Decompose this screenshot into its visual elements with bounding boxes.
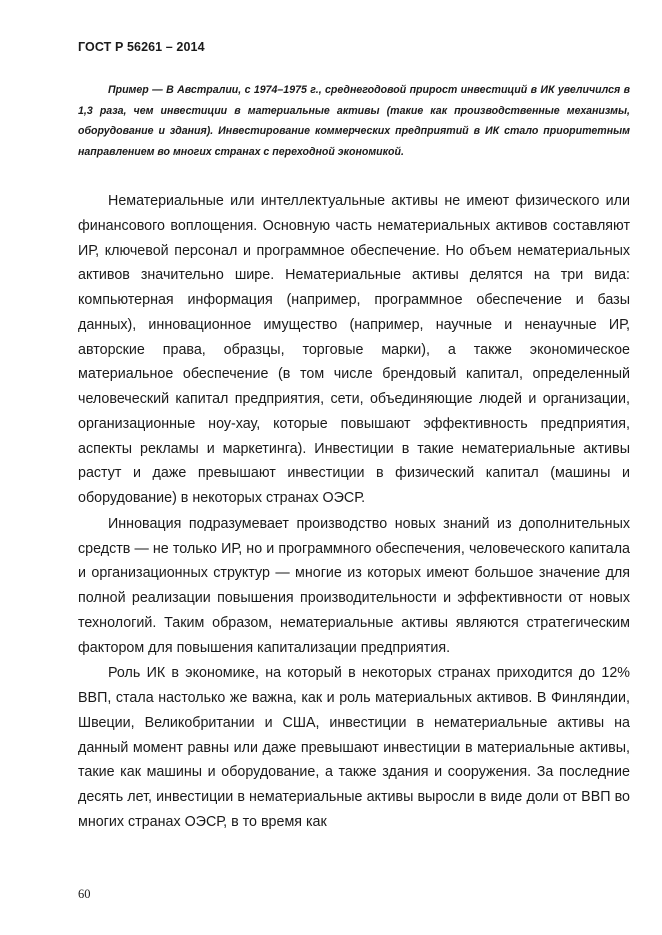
paragraph-innovation: Инновация подразумевает производство новых знаний из дополнительных средств — не только ИР, но и программного обеспечения, человеческого капитала и организационных структур — многие из которых имеют большое значение для полной реализации повышения производительности и эффективности от новых технологий. Таким образом, нематериальные активы являются стратегическим фактором для повышения капитализации предприятия. bbox=[78, 515, 630, 656]
paragraph-ic-role: Роль ИК в экономике, на который в некоторых странах приходится до 12% ВВП, стала настолько же важна, как и роль материальных активов. В Финляндии, Швеции, Великобритании и США, инвестиции в нематериальные активы на данный момент равны или даже превышают инвестиции в материальные активы, такие как машины и оборудование, а также здания и сооружения. За последние десять лет, инвестиции в нематериальные активы выросли в виде доли от ВВП во многих странах ОЭСР, в то время как bbox=[78, 665, 630, 830]
document-header: ГОСТ Р 56261 – 2014 bbox=[78, 40, 205, 54]
paragraph-intangible-assets: Нематериальные или интеллектуальные активы не имеют физического или финансового воплощения. Основную часть нематериальных активов составляют ИР, ключевой персонал и программное обеспечение. Но объем нематериальных активов значительно шире. Нематериальные активы делятся на три вида: компьютерная информация (например, программное обеспечение и базы данных), инновационное имущество (например, научные и ненаучные ИР, авторские права, образцы, торговые марки), а также экономическое материальное обеспечение (в том числе брендовый капитал, определенный человеческий капитал предприятия, сети, объединяющие людей и организации, организационные ноу-хау, которые повышают эффективность предприятия, аспекты рекламы и маркетинга). Инвестиции в такие нематериальные активы растут и даже превышают инвестиции в физический капитал (машины и оборудование) в некоторых странах ОЭСР. bbox=[78, 193, 630, 506]
example-note: Пример — В Австралии, с 1974–1975 г., среднегодовой прирост инвестиций в ИК увеличился в 1,3 раза, чем инвестиции в материальные активы (такие как производственные механизмы, оборудование и здания). Инвестирование коммерческих предприятий в ИК стало приоритетным направлением во многих странах с переходной экономикой. bbox=[78, 84, 630, 158]
body-text bbox=[78, 189, 630, 835]
page-number: 60 bbox=[78, 887, 91, 901]
